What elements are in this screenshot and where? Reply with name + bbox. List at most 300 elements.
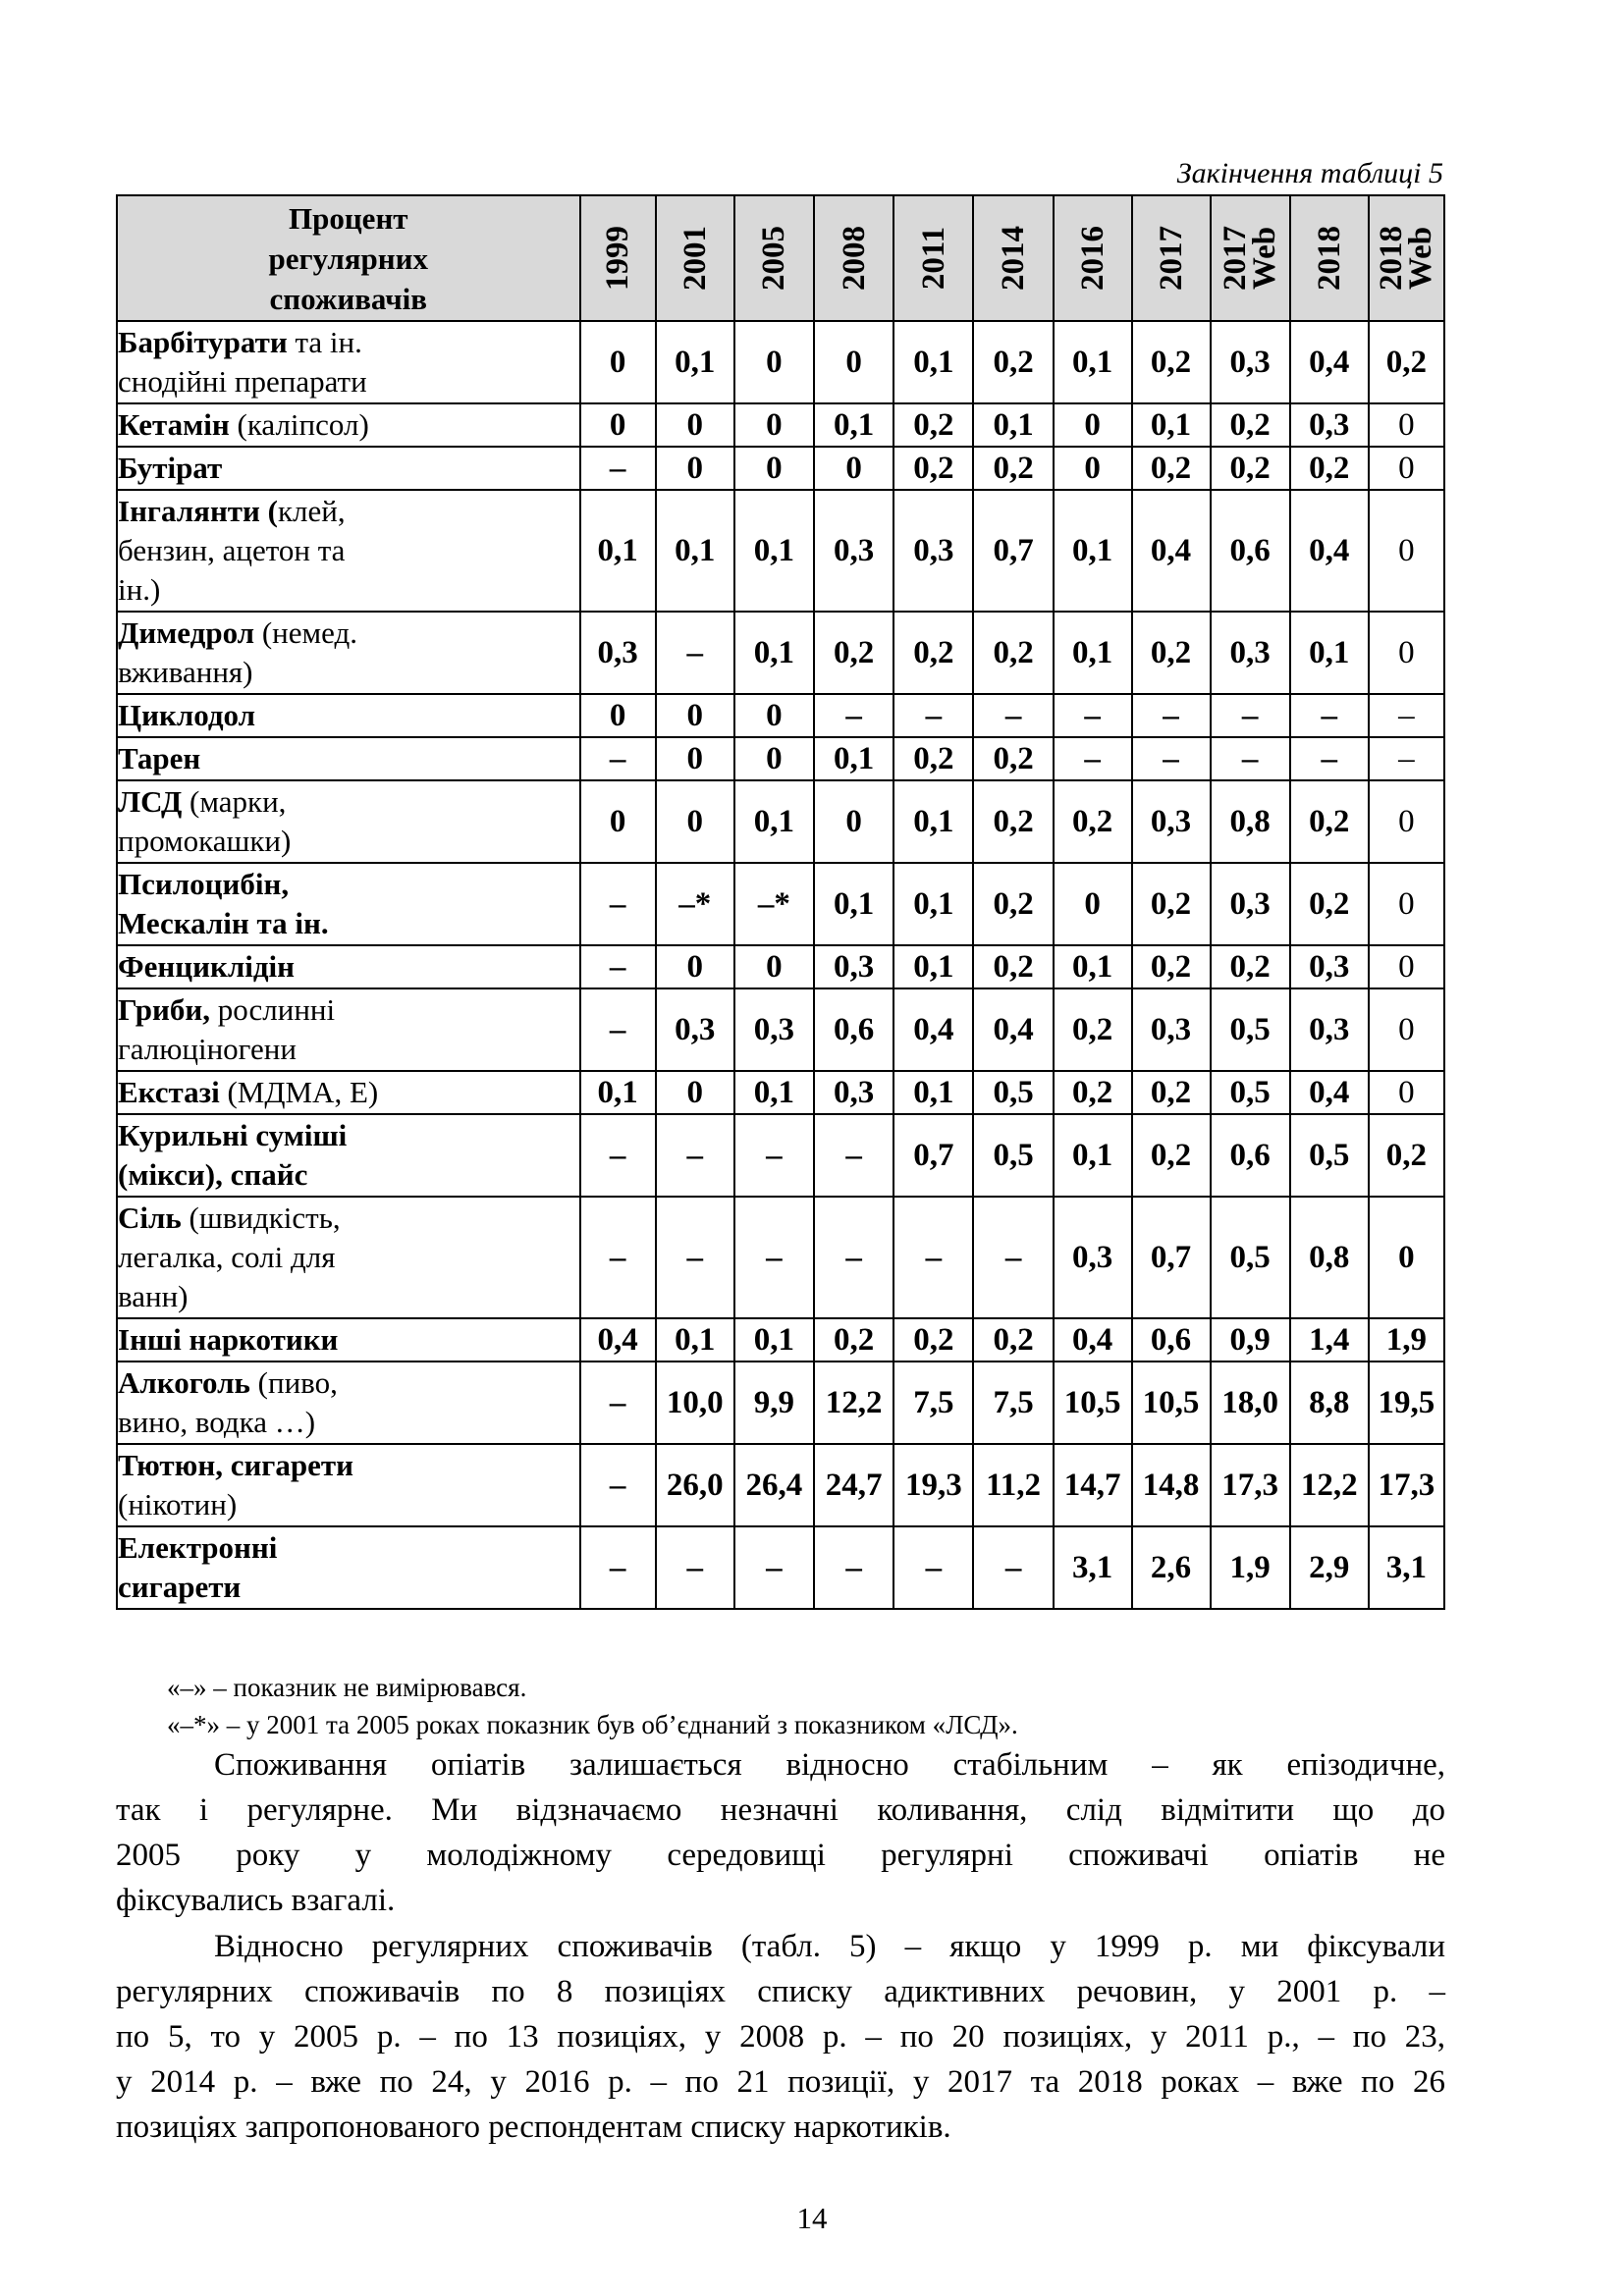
row-label-segment: Сіль (118, 1201, 182, 1235)
value-cell: – (1290, 737, 1369, 780)
row-label-segment: (МДМА, Е) (219, 1075, 379, 1109)
value-cell: 0,8 (1211, 780, 1290, 863)
value-cell: – (580, 1526, 656, 1609)
value-cell: 0,2 (1211, 447, 1290, 490)
value-cell: 0,5 (1211, 1197, 1290, 1318)
value-cell: 0,2 (1132, 321, 1211, 403)
value-cell: 0 (580, 321, 656, 403)
value-cell: 0,1 (1290, 612, 1369, 694)
row-label-cell (117, 780, 580, 863)
page-number: 14 (796, 2201, 828, 2235)
row-label-cell (117, 988, 580, 1071)
row-label-segment: Фенциклідін (118, 949, 295, 984)
row-label-segment: (мікси), спайс (118, 1157, 308, 1192)
value-cell: 0,2 (973, 1318, 1053, 1362)
year-header-text (836, 226, 872, 291)
row-label-segment: (марки, (182, 784, 287, 819)
year-header-part: Web (1247, 226, 1283, 291)
value-cell: 0,4 (1290, 321, 1369, 403)
year-header-text (600, 226, 636, 291)
row-label-segment: Мескалін та ін. (118, 906, 329, 940)
value-cell: 0,1 (580, 1071, 656, 1114)
value-cell: 0,2 (1132, 447, 1211, 490)
table-row (117, 737, 1444, 780)
value-cell: – (580, 1114, 656, 1197)
value-cell: 0,3 (656, 988, 734, 1071)
value-cell: 0,1 (893, 1071, 973, 1114)
value-cell: 0,1 (656, 490, 734, 612)
value-cell: 17,3 (1369, 1444, 1444, 1526)
value-cell: – (814, 1197, 893, 1318)
paragraph-line: 2005 року у молодіжному середовищі регулярні споживачі опіатів не (116, 1838, 1445, 1873)
value-cell: 8,8 (1290, 1362, 1369, 1444)
value-cell: 0,4 (1290, 490, 1369, 612)
value-cell: 0,2 (1054, 988, 1132, 1071)
year-header-cell (1132, 195, 1211, 321)
value-cell: 0,1 (814, 737, 893, 780)
row-label-segment: снодійні препарати (118, 364, 367, 399)
row-label-segment: Тютюн, сигарети (118, 1448, 353, 1482)
value-cell: 0,2 (973, 737, 1053, 780)
paragraph-line: фіксувались взагалі. (116, 1883, 396, 1918)
paragraph-line: у 2014 р. – вже по 24, у 2016 р. – по 21 позиції, у 2017 та 2018 роках – вже по 26 (116, 2064, 1445, 2100)
value-cell: 0,3 (1211, 863, 1290, 945)
header-label-line: споживачів (269, 281, 428, 316)
value-cell: 0,1 (893, 945, 973, 988)
value-cell: 0 (1369, 863, 1444, 945)
value-cell: – (580, 737, 656, 780)
value-cell: 0 (814, 780, 893, 863)
row-label-segment: сигарети (118, 1570, 242, 1604)
value-cell: – (973, 1197, 1053, 1318)
value-cell: 0,2 (893, 612, 973, 694)
value-cell: – (734, 1526, 814, 1609)
year-header-cell (656, 195, 734, 321)
year-header-part: 1999 (600, 226, 636, 291)
table-row (117, 447, 1444, 490)
value-cell: 0,2 (893, 737, 973, 780)
value-cell: 0,6 (814, 988, 893, 1071)
value-cell: 0,4 (1290, 1071, 1369, 1114)
row-label-segment: (немед. (254, 615, 357, 650)
row-label-segment: (каліпсол) (229, 407, 369, 442)
value-cell: 0,1 (734, 490, 814, 612)
row-label-cell (117, 1071, 580, 1114)
value-cell: 0,2 (973, 612, 1053, 694)
year-header-text (915, 226, 951, 291)
table-note: «–» – показник не вимірювався. (167, 1673, 527, 1702)
value-cell: 0,3 (1211, 612, 1290, 694)
value-cell: 14,7 (1054, 1444, 1132, 1526)
row-label-cell (117, 863, 580, 945)
value-cell: 0 (656, 447, 734, 490)
value-cell: – (656, 1114, 734, 1197)
year-header-part: 2005 (756, 226, 792, 291)
value-cell: 0,3 (580, 612, 656, 694)
header-label-line: Процент (288, 200, 408, 236)
value-cell: 0,5 (973, 1114, 1053, 1197)
table-row (117, 490, 1444, 612)
value-cell: 0,1 (734, 1071, 814, 1114)
value-cell: 0,3 (814, 945, 893, 988)
value-cell: 0,2 (1369, 321, 1444, 403)
year-header-text (1218, 226, 1283, 291)
value-cell: 0,1 (1054, 945, 1132, 988)
value-cell: 0,7 (893, 1114, 973, 1197)
row-label-cell (117, 612, 580, 694)
value-cell: 9,9 (734, 1362, 814, 1444)
year-header-text (1374, 226, 1439, 291)
value-cell: 0 (580, 403, 656, 447)
table-row (117, 1444, 1444, 1526)
value-cell: – (580, 447, 656, 490)
value-cell: 0,1 (1132, 403, 1211, 447)
value-cell: 7,5 (973, 1362, 1053, 1444)
paragraph-line: Споживання опіатів залишається відносно стабільним – як епізодичне, (214, 1747, 1445, 1783)
value-cell: 1,9 (1211, 1526, 1290, 1609)
value-cell: 0,1 (580, 490, 656, 612)
value-cell: 0,1 (656, 1318, 734, 1362)
value-cell: 0,2 (1132, 612, 1211, 694)
year-header-cell (580, 195, 656, 321)
row-label-segment: (швидкість, (181, 1201, 341, 1235)
value-cell: 0,3 (1290, 403, 1369, 447)
value-cell: 0,2 (1132, 1071, 1211, 1114)
value-cell: 11,2 (973, 1444, 1053, 1526)
year-header-cell (1369, 195, 1444, 321)
value-cell: – (1132, 694, 1211, 737)
value-cell: – (1211, 694, 1290, 737)
table-row (117, 1114, 1444, 1197)
row-label-segment: Циклодол (118, 698, 255, 732)
value-cell: 0,2 (814, 1318, 893, 1362)
table-row (117, 863, 1444, 945)
table-notes (167, 1669, 1018, 1743)
table-row (117, 403, 1444, 447)
value-cell: 0 (734, 694, 814, 737)
value-cell: 0,1 (656, 321, 734, 403)
value-cell: – (814, 1526, 893, 1609)
value-cell: 0,1 (1054, 490, 1132, 612)
value-cell: 0 (1369, 447, 1444, 490)
value-cell: 0,3 (734, 988, 814, 1071)
table-row (117, 694, 1444, 737)
row-label-segment: бензин, ацетон та (118, 533, 346, 567)
table-row (117, 1071, 1444, 1114)
value-cell: 0,2 (973, 945, 1053, 988)
row-label-cell (117, 1362, 580, 1444)
value-cell: 3,1 (1054, 1526, 1132, 1609)
value-cell: 0,1 (734, 780, 814, 863)
table-caption: Закінчення таблиці 5 (1176, 157, 1443, 189)
row-label-cell (117, 1526, 580, 1609)
year-header-cell (1054, 195, 1132, 321)
value-cell: 1,4 (1290, 1318, 1369, 1362)
value-cell: 0 (734, 447, 814, 490)
value-cell: 0,3 (814, 490, 893, 612)
row-label-segment: Алкоголь (118, 1365, 250, 1400)
value-cell: 0,6 (1132, 1318, 1211, 1362)
value-cell: 0,2 (1290, 780, 1369, 863)
value-cell: 0,4 (1132, 490, 1211, 612)
value-cell: 0 (580, 780, 656, 863)
row-label-segment: та ін. (287, 325, 362, 359)
paragraph-line: позиціях запропонованого респондентам списку наркотиків. (116, 2109, 951, 2145)
value-cell: 0,2 (1211, 945, 1290, 988)
value-cell: – (1054, 694, 1132, 737)
value-cell: 0,9 (1211, 1318, 1290, 1362)
table-row (117, 321, 1444, 403)
value-cell: 0,1 (973, 403, 1053, 447)
paragraph-opiates (116, 1742, 1445, 1923)
row-label-segment: (пиво, (249, 1365, 338, 1400)
value-cell: 0,2 (973, 780, 1053, 863)
value-cell: – (893, 694, 973, 737)
value-cell: 0 (1369, 1071, 1444, 1114)
paragraph-line: регулярних споживачів по 8 позиціях списку адиктивних речовин, у 2001 р. – (116, 1974, 1445, 2009)
value-cell: 0,2 (1211, 403, 1290, 447)
row-label-segment: ванн) (118, 1279, 189, 1313)
value-cell: 0,2 (893, 403, 973, 447)
value-cell: 0,1 (814, 403, 893, 447)
row-label-segment: Барбітурати (118, 325, 288, 359)
value-cell: 10,0 (656, 1362, 734, 1444)
value-cell: 0 (580, 694, 656, 737)
row-label-segment: ін.) (118, 572, 161, 607)
value-cell: 0,2 (1054, 1071, 1132, 1114)
value-cell: 0,2 (1132, 1114, 1211, 1197)
value-cell: 0 (656, 1071, 734, 1114)
table-row (117, 612, 1444, 694)
value-cell: 0 (1369, 1197, 1444, 1318)
year-header-cell (1211, 195, 1290, 321)
value-cell: 7,5 (893, 1362, 973, 1444)
year-header-part: 2016 (1074, 226, 1110, 291)
value-cell: 0,3 (1054, 1197, 1132, 1318)
value-cell: 0,3 (814, 1071, 893, 1114)
year-header-text (677, 226, 713, 291)
value-cell: 19,5 (1369, 1362, 1444, 1444)
row-label-cell (117, 945, 580, 988)
row-label-segment: рослинні (209, 992, 336, 1027)
value-cell: 24,7 (814, 1444, 893, 1526)
value-cell: 0 (734, 945, 814, 988)
row-label-segment: Курильні суміші (118, 1118, 348, 1152)
value-cell: 0 (814, 321, 893, 403)
value-cell: 0,3 (1132, 780, 1211, 863)
row-label-cell (117, 1318, 580, 1362)
row-label-segment: Димедрол (118, 615, 255, 650)
row-label-segment: вино, водка …) (118, 1405, 316, 1439)
value-cell: 0,1 (1054, 612, 1132, 694)
value-cell: 0 (1054, 863, 1132, 945)
year-header-part: 2017 (1218, 226, 1254, 291)
row-label-segment: Електронні (118, 1530, 278, 1565)
value-cell: 0,1 (734, 1318, 814, 1362)
value-cell: 0,2 (973, 321, 1053, 403)
row-label-segment: ЛСД (118, 784, 183, 819)
paragraph-regular-users (116, 1924, 1445, 2150)
row-label-cell (117, 1444, 580, 1526)
value-cell: 0,3 (1132, 988, 1211, 1071)
year-header-part: 2018 (1374, 226, 1410, 291)
value-cell: – (973, 694, 1053, 737)
value-cell: 0,7 (973, 490, 1053, 612)
value-cell: 0,4 (893, 988, 973, 1071)
value-cell: 17,3 (1211, 1444, 1290, 1526)
value-cell: 0,2 (1369, 1114, 1444, 1197)
value-cell: 10,5 (1132, 1362, 1211, 1444)
value-cell: 0,3 (1211, 321, 1290, 403)
value-cell: 0,2 (1290, 447, 1369, 490)
value-cell: 0 (656, 945, 734, 988)
value-cell: 10,5 (1054, 1362, 1132, 1444)
value-cell: 2,6 (1132, 1526, 1211, 1609)
value-cell: 0 (656, 403, 734, 447)
value-cell: – (580, 863, 656, 945)
value-cell: – (656, 1526, 734, 1609)
value-cell: – (734, 1197, 814, 1318)
value-cell: 0 (1054, 447, 1132, 490)
year-header-text (996, 226, 1032, 291)
row-label-cell (117, 447, 580, 490)
value-cell: 0 (1369, 612, 1444, 694)
value-cell: 0,5 (1290, 1114, 1369, 1197)
value-cell: – (580, 1197, 656, 1318)
value-cell: 0,8 (1290, 1197, 1369, 1318)
value-cell: 0,1 (814, 863, 893, 945)
year-header-part: 2001 (677, 226, 713, 291)
value-cell: – (656, 1197, 734, 1318)
value-cell: 0 (1369, 780, 1444, 863)
value-cell: 0,4 (580, 1318, 656, 1362)
row-label-segment: клей, (277, 494, 346, 528)
value-cell: 0 (656, 780, 734, 863)
value-cell: – (893, 1526, 973, 1609)
row-label-segment: (нікотин) (118, 1487, 238, 1522)
value-cell: 0,2 (973, 447, 1053, 490)
row-label-segment: легалка, солі для (118, 1240, 336, 1274)
value-cell: 0,2 (1290, 863, 1369, 945)
row-label-segment: Інгалянти ( (118, 494, 278, 528)
value-cell: 1,9 (1369, 1318, 1444, 1362)
value-cell: – (580, 1362, 656, 1444)
value-cell: 0,5 (1211, 988, 1290, 1071)
value-cell: – (973, 1526, 1053, 1609)
value-cell: 0,2 (814, 612, 893, 694)
row-label-segment: промокашки) (118, 824, 292, 858)
table-row (117, 1197, 1444, 1318)
year-header-part: 2011 (915, 226, 951, 291)
value-cell: 0 (1369, 403, 1444, 447)
value-cell: – (656, 612, 734, 694)
value-cell: 0,5 (1211, 1071, 1290, 1114)
value-cell: – (1369, 737, 1444, 780)
table-row (117, 1362, 1444, 1444)
value-cell: – (1132, 737, 1211, 780)
row-label-segment: Інші наркотики (118, 1322, 339, 1357)
value-cell: 12,2 (814, 1362, 893, 1444)
table-row (117, 988, 1444, 1071)
row-label-segment: галюціногени (118, 1032, 297, 1066)
row-label-cell (117, 1197, 580, 1318)
value-cell: 0,2 (1054, 780, 1132, 863)
value-cell: – (1211, 737, 1290, 780)
value-cell: 0 (1369, 945, 1444, 988)
row-label-cell (117, 490, 580, 612)
value-cell: 0 (1369, 490, 1444, 612)
year-header-text (1311, 226, 1347, 291)
row-label-segment: вживання) (118, 655, 253, 689)
row-label-segment: Бутірат (118, 451, 223, 485)
value-cell: 0,7 (1132, 1197, 1211, 1318)
value-cell: 19,3 (893, 1444, 973, 1526)
year-header-text (1074, 226, 1110, 291)
value-cell: 0,2 (893, 447, 973, 490)
paragraph-line: так і регулярне. Ми відзначаємо незначні коливання, слід відмітити що до (116, 1792, 1445, 1828)
row-label-cell (117, 1114, 580, 1197)
value-cell: 18,0 (1211, 1362, 1290, 1444)
value-cell: 0,6 (1211, 1114, 1290, 1197)
table-note: «–*» – у 2001 та 2005 роках показник був об’єднаний з показником «ЛСД». (167, 1710, 1018, 1739)
value-cell: 0,6 (1211, 490, 1290, 612)
value-cell: – (580, 945, 656, 988)
row-label-segment: Гриби, (118, 992, 210, 1027)
paragraph-line: по 5, то у 2005 р. – по 13 позиціях, у 2008 р. – по 20 позиціях, у 2011 р., – по 23, (116, 2019, 1445, 2055)
value-cell: 0,1 (893, 780, 973, 863)
value-cell: 0 (1054, 403, 1132, 447)
data-table (116, 194, 1445, 1610)
value-cell: 0,4 (973, 988, 1053, 1071)
year-header-part: Web (1403, 226, 1439, 291)
year-header-part: 2017 (1153, 226, 1189, 291)
value-cell: 0 (656, 694, 734, 737)
value-cell: 2,9 (1290, 1526, 1369, 1609)
paragraph-line: Відносно регулярних споживачів (табл. 5) – якщо у 1999 р. ми фіксували (214, 1929, 1445, 1964)
value-cell: 0 (734, 403, 814, 447)
value-cell: – (814, 1114, 893, 1197)
value-cell: – (580, 988, 656, 1071)
row-label-cell (117, 737, 580, 780)
value-cell: – (1369, 694, 1444, 737)
value-cell: 26,0 (656, 1444, 734, 1526)
year-header-cell (1290, 195, 1369, 321)
value-cell: 0,4 (1054, 1318, 1132, 1362)
value-cell: 0,1 (893, 863, 973, 945)
value-cell: 0 (734, 321, 814, 403)
row-label-segment: Екстазі (118, 1075, 220, 1109)
value-cell: – (734, 1114, 814, 1197)
value-cell: 0,3 (1290, 945, 1369, 988)
value-cell: 0,2 (1132, 945, 1211, 988)
value-cell: 26,4 (734, 1444, 814, 1526)
value-cell: –* (734, 863, 814, 945)
row-label-cell (117, 694, 580, 737)
year-header-cell (734, 195, 814, 321)
row-label-cell (117, 321, 580, 403)
row-label-segment: Тарен (118, 741, 201, 775)
year-header-text (1153, 226, 1189, 291)
row-label-cell (117, 403, 580, 447)
row-label-segment: Псилоцибін, (118, 867, 290, 901)
table-header-row (117, 195, 1444, 321)
value-cell: 0 (656, 737, 734, 780)
value-cell: – (1054, 737, 1132, 780)
value-cell: 14,8 (1132, 1444, 1211, 1526)
table-row (117, 1318, 1444, 1362)
value-cell: 0,1 (1054, 321, 1132, 403)
value-cell: 0,1 (893, 321, 973, 403)
